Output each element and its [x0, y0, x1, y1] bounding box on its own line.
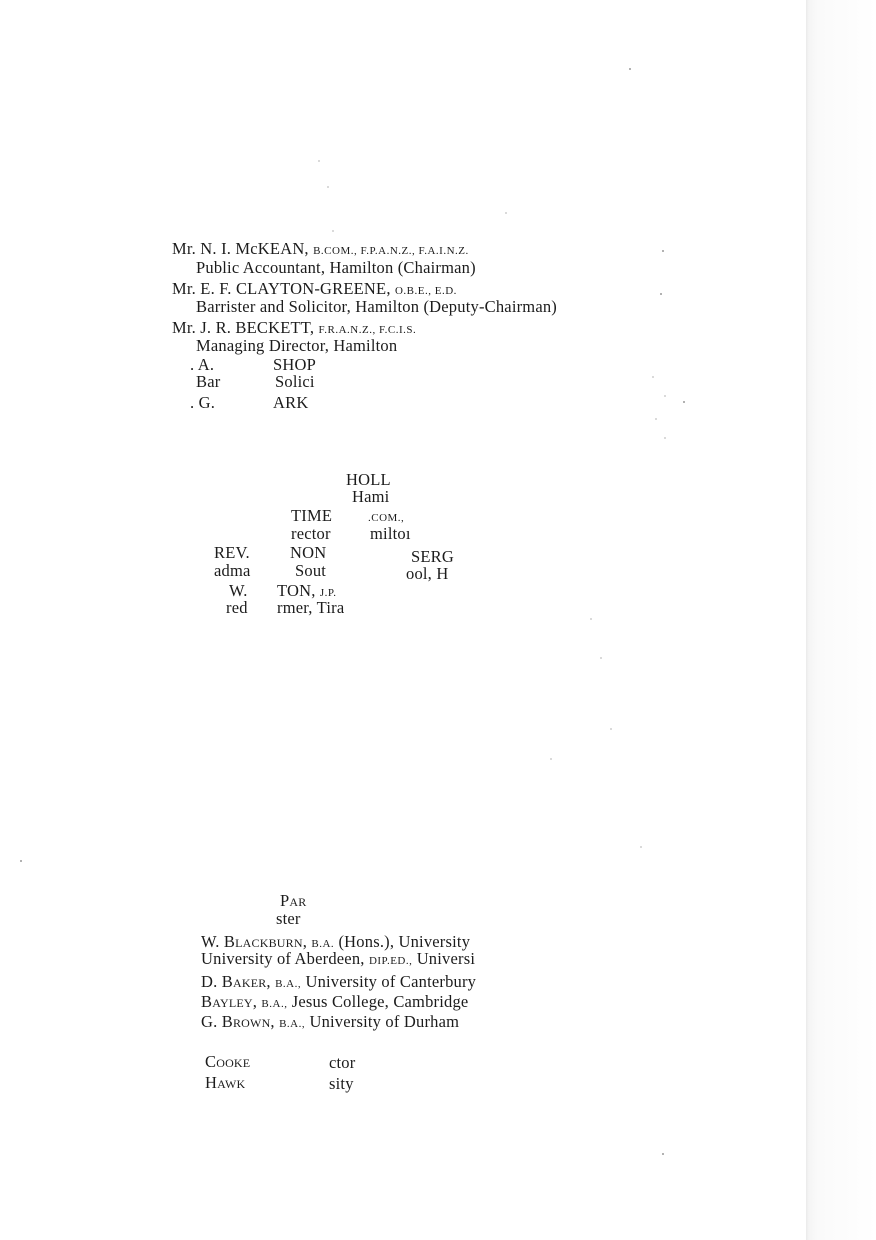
speck	[662, 250, 664, 252]
faded-fragment: ARK	[273, 393, 309, 412]
faded-fragment: Solici	[275, 372, 315, 391]
staff-qualifications: B.A.	[311, 938, 335, 950]
speck	[600, 657, 602, 659]
staff-line	[201, 1014, 459, 1031]
staff-bottom-fragment: sity	[329, 1074, 354, 1093]
staff-line	[201, 951, 475, 968]
staff-qualifications: DIP.ED.,	[368, 955, 413, 967]
faded-fragment: adma	[214, 561, 251, 580]
speck	[327, 186, 329, 188]
speck	[660, 293, 662, 295]
staff-institution: Jesus College, Cambridge	[291, 992, 469, 1011]
staff-qualifications: B.A.,	[261, 998, 288, 1010]
faded-fragment: TIME	[291, 506, 333, 525]
faded-fragment: W.	[229, 581, 248, 600]
staff-line	[201, 974, 476, 991]
staff-line	[201, 994, 468, 1011]
member-name-text: Mr. N. I. McKEAN,	[172, 239, 309, 258]
faded-fragment: ool, H	[406, 564, 449, 583]
speck	[664, 437, 666, 439]
board-member-name	[172, 241, 469, 258]
board-member-name	[172, 320, 416, 337]
staff-institution: Universi	[416, 949, 476, 968]
faded-fragment: Hami	[352, 487, 390, 506]
speck	[590, 618, 592, 620]
speck	[683, 401, 685, 403]
member-qualifications: B.COM., F.P.A.N.Z., F.A.I.N.Z.	[313, 245, 469, 257]
faded-fragment: HOLL	[346, 470, 391, 489]
board-member-role: Public Accountant, Hamilton (Chairman)	[196, 258, 476, 277]
speck	[610, 728, 612, 730]
board-member-role: Managing Director, Hamilton	[196, 336, 398, 355]
fragment-qualifications: J.P.	[319, 587, 337, 599]
staff-qualifications: B.A.,	[275, 978, 302, 990]
speck	[629, 68, 631, 70]
staff-bottom-fragment: Cooke	[205, 1052, 251, 1071]
staff-bottom-fragment: ctor	[329, 1053, 356, 1072]
speck	[655, 418, 657, 420]
faded-fragment: NON	[290, 543, 327, 562]
fragment-text: TON,	[277, 581, 316, 600]
staff-heading-fragment: ster	[276, 909, 301, 928]
member-qualifications: O.B.E., E.D.	[394, 285, 457, 297]
staff-heading-fragment: Par	[280, 891, 307, 910]
faded-fragment: REV.	[214, 543, 250, 562]
speck	[664, 395, 666, 397]
faded-fragment: red	[226, 598, 248, 617]
faded-fragment: SHOP	[273, 355, 316, 374]
speck	[332, 230, 334, 232]
speck	[662, 1153, 664, 1155]
faded-fragment: Sout	[295, 561, 327, 580]
faded-fragment: rector	[291, 524, 331, 543]
staff-name: G. Brown,	[201, 1012, 275, 1031]
member-name-text: Mr. J. R. BECKETT,	[172, 318, 315, 337]
staff-institution: University of Aberdeen,	[201, 949, 365, 968]
faded-fragment: .COM.,	[368, 512, 405, 524]
staff-institution: (Hons.), University	[338, 932, 471, 951]
staff-institution: University of Durham	[309, 1012, 460, 1031]
member-qualifications: F.R.A.N.Z., F.C.I.S.	[318, 324, 417, 336]
faded-fragment: . G.	[190, 393, 216, 412]
member-name-text: Mr. E. F. CLAYTON-GREENE,	[172, 279, 391, 298]
faded-fragment: miltoı	[370, 524, 411, 543]
faded-fragment: Bar	[196, 372, 221, 391]
staff-institution: University of Canterbury	[305, 972, 477, 991]
speck	[550, 758, 552, 760]
speck	[20, 860, 22, 862]
speck	[652, 376, 654, 378]
staff-name: Bayley,	[201, 992, 258, 1011]
faded-fragment: SERG	[411, 547, 454, 566]
board-member-role: Barrister and Solicitor, Hamilton (Deputy-Chairman)	[196, 297, 557, 316]
page-edge-shadow	[806, 0, 876, 1240]
faded-fragment: . A.	[190, 355, 215, 374]
staff-qualifications: B.A.,	[279, 1018, 306, 1030]
staff-name: D. Baker,	[201, 972, 271, 991]
staff-bottom-fragment: Hawk	[205, 1073, 246, 1092]
board-member-name	[172, 281, 457, 298]
staff-name: W. Blackburn,	[201, 932, 308, 951]
speck	[505, 212, 507, 214]
speck	[640, 846, 642, 848]
speck	[318, 160, 320, 162]
faded-fragment: rmer, Tira	[277, 598, 345, 617]
